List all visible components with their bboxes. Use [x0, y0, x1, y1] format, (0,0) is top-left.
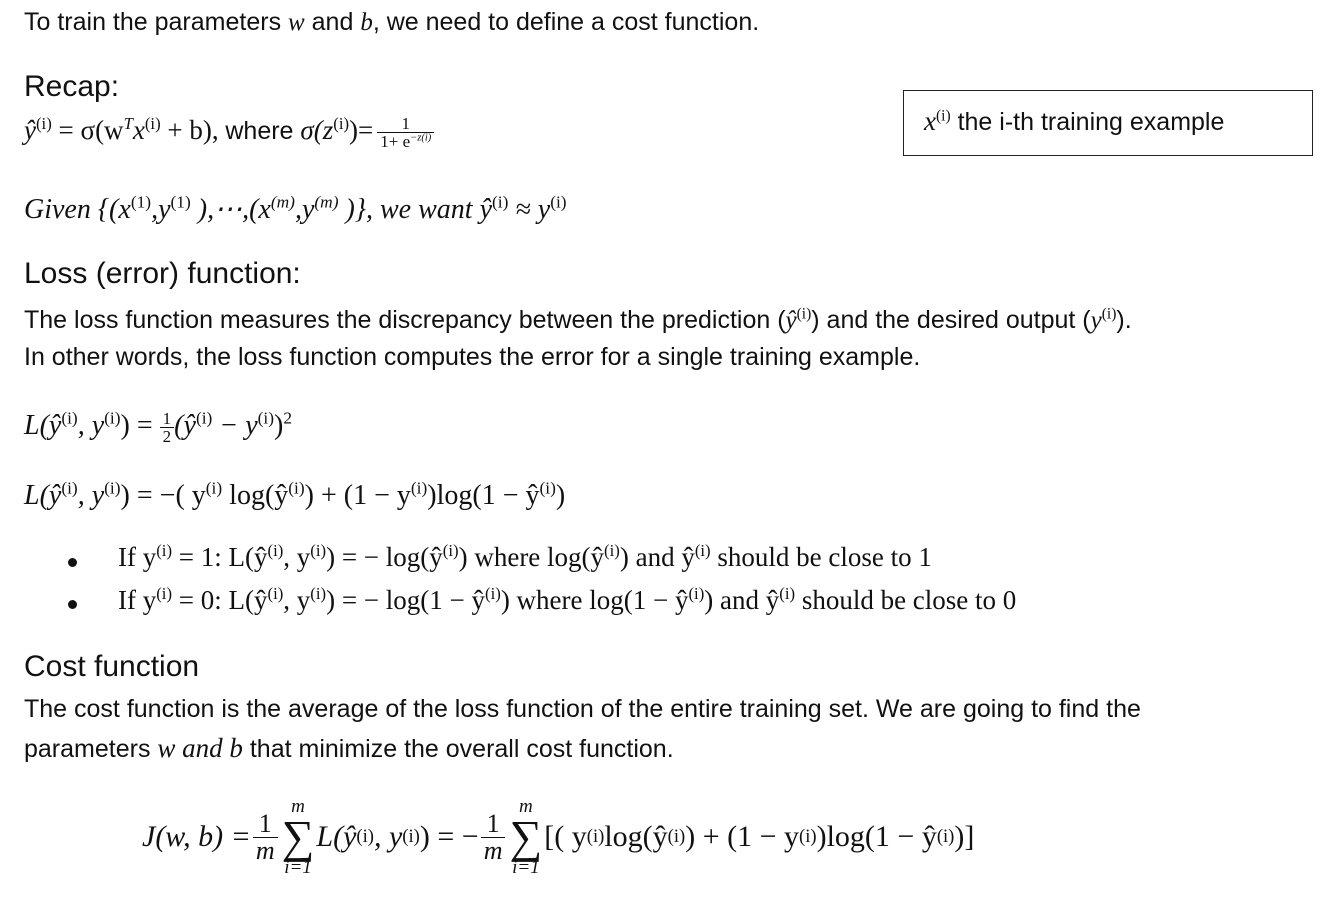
summation-symbol: m ∑ i=1	[509, 796, 543, 878]
given-statement: Given {($x^{(1)},y^{(1)}$ )$,\cdots,(x^{(m)},y^{(m)}$ )}, we want $ŷ^{(i)} \approx y^{(i)}$	[24, 192, 567, 225]
sigmoid-fraction: $\frac{1}{1+ e^{-z(i)}}$	[377, 115, 434, 150]
loss-heading: Loss (error) function:	[24, 257, 301, 290]
training-example-note-text: $x^{(i)}$ the i-th training example	[924, 106, 1225, 136]
half-fraction: $\frac{1}{2}$	[160, 410, 175, 445]
cost-description-line1: The cost function is the average of the loss function of the entire training set. We are going to find the	[24, 695, 1141, 723]
loss-description-line2: In other words, the loss function computes the error for a single training example.	[24, 343, 921, 371]
yhat-definition: $ŷ^{(i)} = \sigma(w^Tx^{(i)} + b)$, where $\sigma(z^{(i)})=$ $\frac{1}{1+ e^{-z(i)}}$	[24, 115, 434, 150]
one-over-m-fraction: $\frac{1}{m}$	[481, 811, 506, 864]
bullet-dot	[68, 558, 77, 567]
cost-description-line2: parameters w and b that minimize the overall cost function.	[24, 733, 674, 763]
squared-error-equation: $L(ŷ^{(i)}$, $y^{(i)}$) = $\frac{1}{2}$ $(ŷ^{(i)} - y^{(i)})^2$	[24, 408, 293, 447]
cost-heading: Cost function	[24, 650, 200, 683]
bullet-y-equals-0: If $y^{(i)} = 0$: $L(ŷ^{(i)}$, $y^{(i)}$) = − $\log(1 - ŷ^{(i)})$ where $\log(1 - ŷ^{(i)})$ and $ŷ^{(i)}$ should be close to 0	[118, 583, 1017, 615]
summation-symbol: m ∑ i=1	[281, 796, 315, 878]
one-over-m-fraction: $\frac{1}{m}$	[253, 811, 278, 864]
intro-sentence: To train the parameters w and b, we need to define a cost function.	[24, 8, 760, 36]
bullet-y-equals-1: If $y^{(i)} = 1$: $L(ŷ^{(i)}$, $y^{(i)}$) = − $\log(ŷ^{(i)})$ where $\log(ŷ^{(i)})$ and $ŷ^{(i)}$ should be close to 1	[118, 540, 932, 572]
bullet-dot	[68, 600, 77, 609]
loss-description-line1: The loss function measures the discrepancy between the prediction $(ŷ^{(i)})$ and the desired output $(y^{(i)})$.	[24, 305, 1132, 334]
recap-heading: Recap:	[24, 70, 120, 103]
cost-equation: J(w, b) = $\frac{1}{m}$ m ∑ i=1 L(ŷ (i) , y (i) ) = − $\frac{1}{m}$ m ∑ i=1 [( y (i) log(ŷ (i) ) + (1 − y (i) )log(1 − ŷ (i) )]	[142, 796, 975, 878]
logistic-loss-equation: $L(ŷ^{(i)}$, $y^{(i)}$) = −( $y^{(i)}$ $\log(ŷ^{(i)}) + (1 - y^{(i)})\log(1$ − $ŷ^{(i)}$)	[24, 478, 566, 511]
